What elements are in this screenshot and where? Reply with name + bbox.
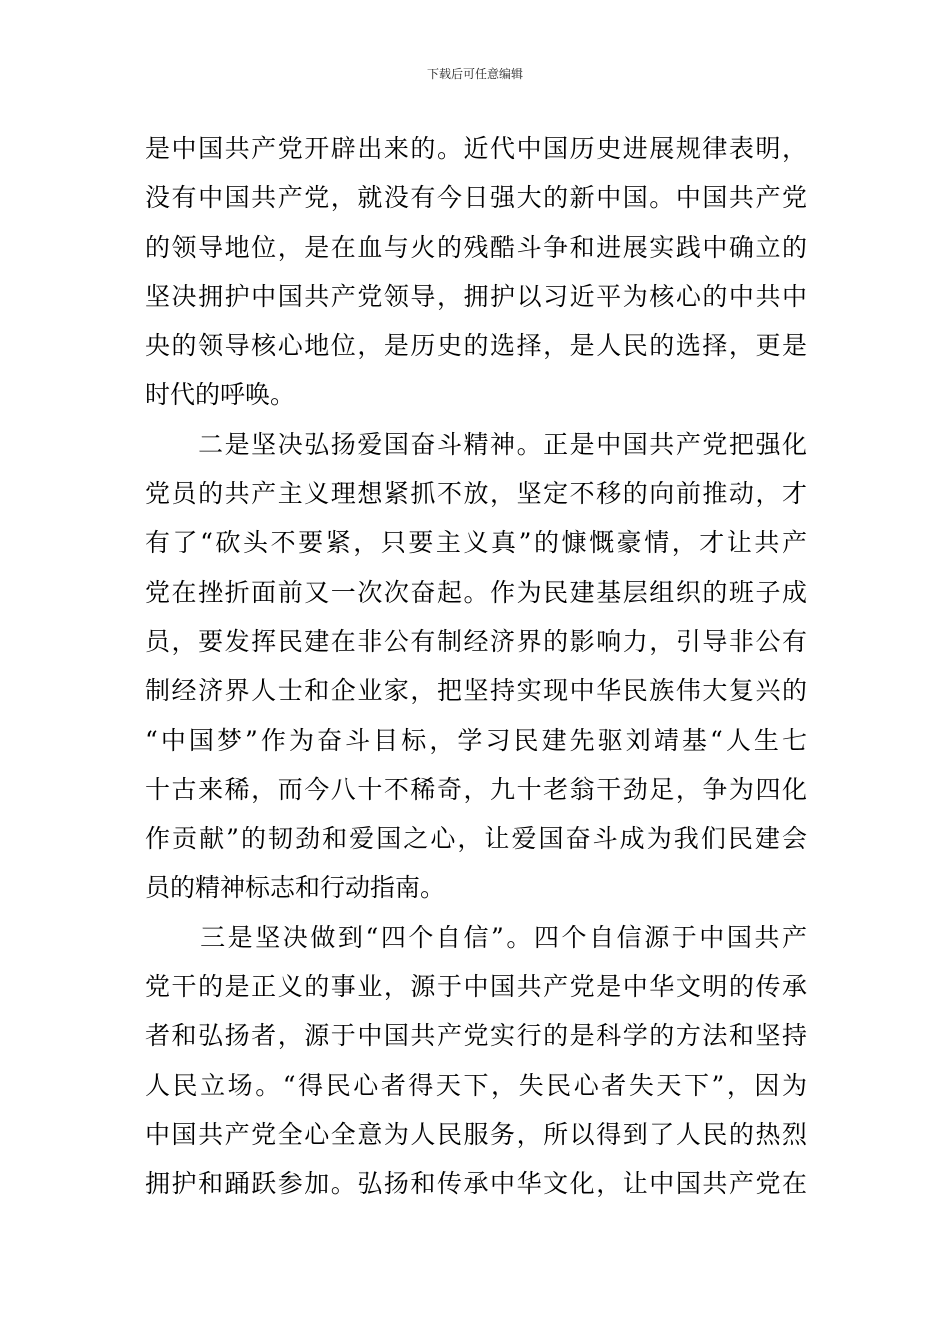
document-body [145,124,807,1209]
text-line: 三是坚决做到“四个自信”。四个自信源于中国共产 [145,922,807,952]
text-line: 党在挫折面前又一次次奋起。作为民建基层组织的班子成 [145,577,807,607]
text-line: 人民立场。“得民心者得天下，失民心者失天下”，因为 [145,1070,807,1100]
text-line: 制经济界人士和企业家，把坚持实现中华民族伟大复兴的 [145,676,807,706]
text-line: “中国梦”作为奋斗目标，学习民建先驱刘靖基“人生七 [145,725,807,755]
text-line: 的领导地位，是在血与火的残酷斗争和进展实践中确立的 [145,232,807,262]
page-header-note: 下载后可任意编辑 [426,67,523,81]
text-line: 员，要发挥民建在非公有制经济界的影响力，引导非公有 [145,626,807,656]
text-line: 拥护和踊跃参加。弘扬和传承中华文化，让中国共产党在 [145,1169,807,1199]
text-line: 党干的是正义的事业，源于中国共产党是中华文明的传承 [145,972,807,1002]
text-line: 时代的呼唤。 [145,380,296,410]
text-line: 坚决拥护中国共产党领导，拥护以习近平为核心的中共中 [145,281,807,311]
text-line: 十古来稀，而今八十不稀奇，九十老翁干劲足，争为四化 [145,774,807,804]
text-line: 是中国共产党开辟出来的。近代中国历史进展规律表明， [145,134,807,163]
text-line: 二是坚决弘扬爱国奋斗精神。正是中国共产党把强化 [145,429,807,459]
text-line: 没有中国共产党，就没有今日强大的新中国。中国共产党 [145,183,807,213]
text-line: 中国共产党全心全意为人民服务，所以得到了人民的热烈 [145,1119,807,1149]
text-line: 者和弘扬者，源于中国共产党实行的是科学的方法和坚持 [145,1021,807,1051]
text-line: 员的精神标志和行动指南。 [145,873,446,903]
text-line: 党员的共产主义理想紧抓不放，坚定不移的向前推动，才 [145,479,807,509]
text-line: 有了“砍头不要紧，只要主义真”的慷慨豪情，才让共产 [145,528,807,558]
text-line: 央的领导核心地位，是历史的选择，是人民的选择，更是 [145,331,807,361]
text-line: 作贡献”的韧劲和爱国之心，让爱国奋斗成为我们民建会 [145,824,807,854]
